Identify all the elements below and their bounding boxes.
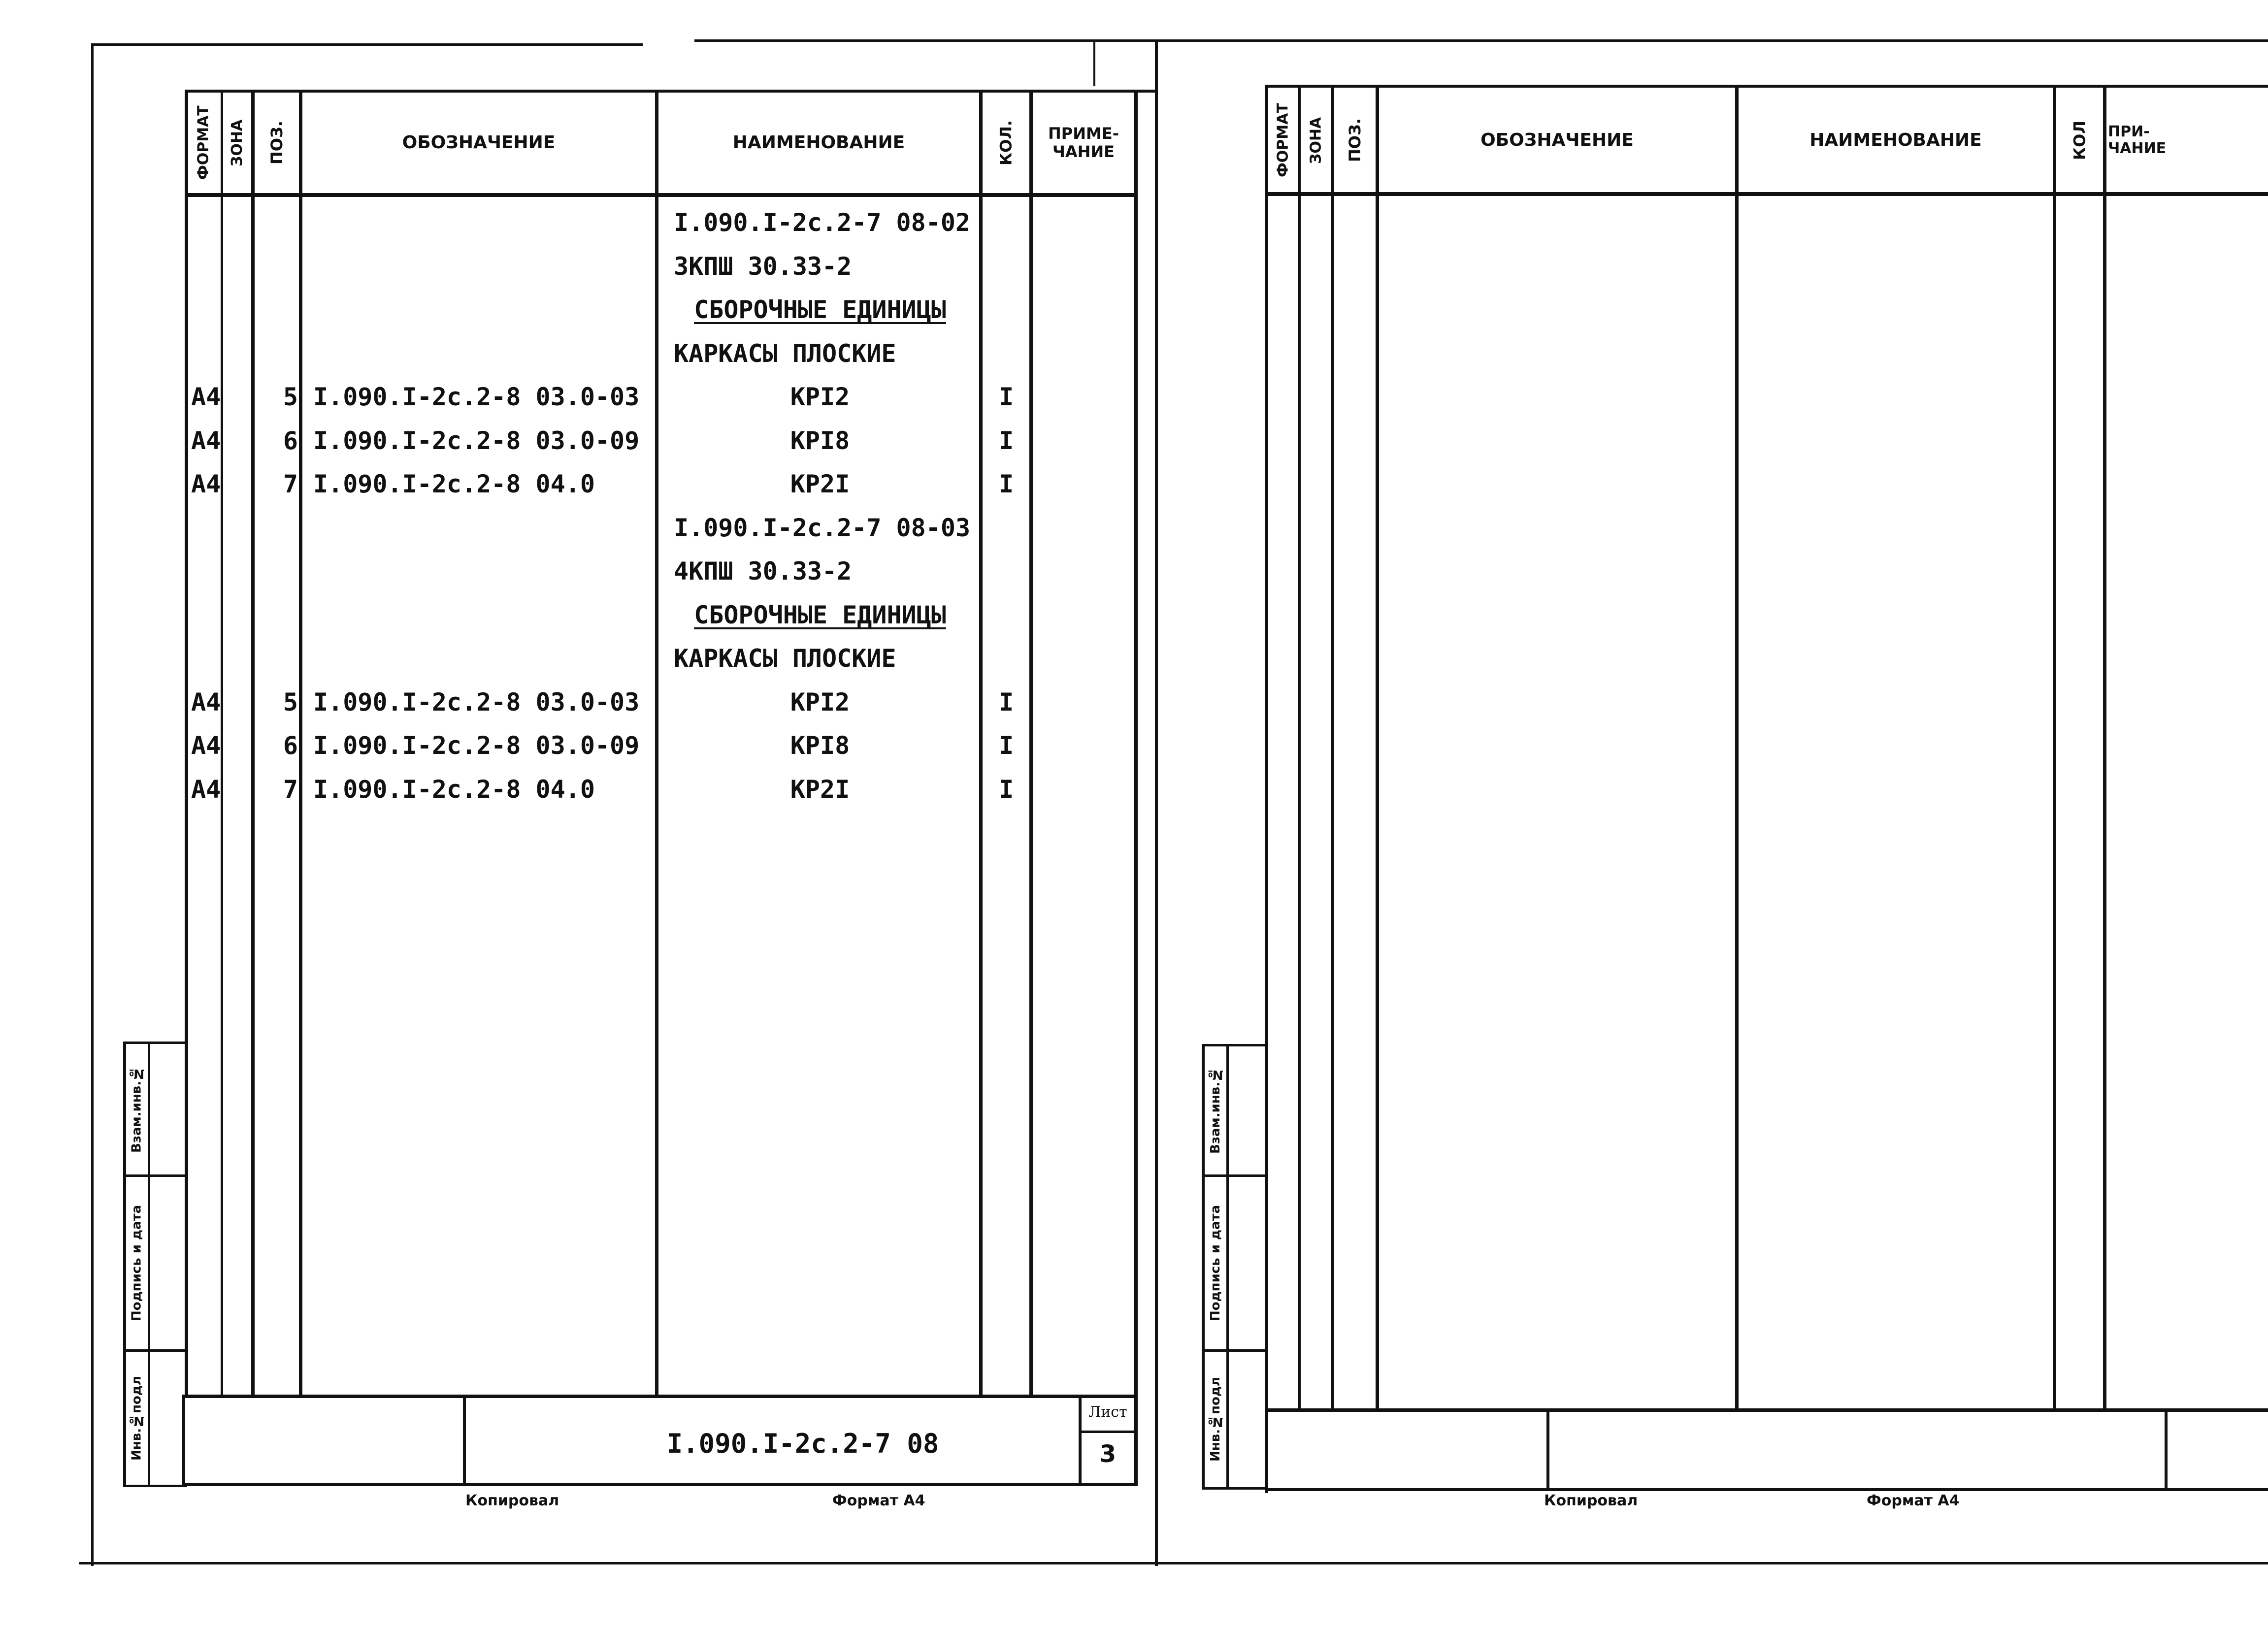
sheet-top-border-right [694,39,2268,42]
left-col-pos-right [299,90,302,1395]
right-col-pos-right [1376,85,1379,1409]
row-format: А4 [191,470,221,498]
right-title-block-sheet-left [2165,1408,2168,1491]
row-quantity: I [998,775,1014,804]
left-header-name: НАИМЕНОВАНИЕ [732,132,905,153]
footer-format-right: Формат А4 [1867,1492,1960,1509]
row-position: 6 [283,426,298,455]
row-quantity [984,245,1029,288]
sheet-number: 3 [1099,1440,1117,1468]
right-col-format-left [1265,85,1268,1493]
left-header-format: ФОРМАТ [195,105,212,180]
left-col-designation-right [655,90,658,1395]
right-col-qty-right [2103,85,2106,1409]
side-stamp-vzam-inv: Взам.инв.№ [129,1066,144,1153]
right-side-stamp-vzam-inv: Взам.инв.№ [1208,1067,1223,1154]
left-table-top [185,90,1155,93]
row-quantity [984,550,1029,593]
left-col-qty-right [1029,90,1033,1395]
row-position [256,506,298,550]
row-quantity: I [998,688,1014,716]
right-header-name: НАИМЕНОВАНИЕ [1809,130,1982,151]
right-header-qty: КОЛ [2070,121,2089,160]
title-block-sheet-divider [1079,1431,1138,1433]
right-title-block-top [1265,1408,2268,1412]
row-name: I.090.I-2c.2-7 08-02 [674,208,971,237]
row-name: I.090.I-2c.2-7 08-03 [674,514,971,542]
row-designation [313,593,653,637]
right-header-designation: ОБОЗНАЧЕНИЕ [1480,130,1634,151]
row-designation: I.090.I-2c.2-8 03.0-09 [313,426,640,455]
row-position: 5 [283,688,298,716]
row-name: КР2I [790,775,850,804]
row-quantity [984,593,1029,637]
row-designation: I.090.I-2c.2-8 03.0-03 [313,688,640,716]
right-header-bottom [1265,192,2268,196]
row-position: 7 [283,775,298,804]
row-format [191,637,226,680]
right-col-zone-right [1331,85,1334,1409]
row-position [256,288,298,331]
right-header-note: ПРИ- ЧАНИЕ [2108,123,2167,157]
right-table-top [1265,85,2268,88]
footer-format-left: Формат А4 [832,1492,925,1509]
row-format [191,550,226,593]
row-designation [313,201,653,244]
right-header-pos: ПОЗ. [1346,118,1364,163]
row-designation: I.090.I-2c.2-8 04.0 [313,775,595,804]
side-stamp-inv-orig: Инв.№подл [129,1376,144,1461]
row-name: СБОРОЧНЫЕ ЕДИНИЦЫ [694,295,946,324]
row-quantity [984,332,1029,375]
right-side-stamp-inv-orig: Инв.№подл [1208,1377,1223,1462]
side-stamp-bottom [123,1485,187,1487]
title-block-top [182,1395,1138,1398]
row-format [191,332,226,375]
right-col-format-right [1298,85,1301,1409]
row-format [191,506,226,550]
left-col-format-left [185,90,188,1395]
row-name: КАРКАСЫ ПЛОСКИЕ [674,339,896,368]
row-position [256,201,298,244]
row-designation [313,550,653,593]
row-name: КРI8 [790,731,850,760]
left-header-bottom [185,193,1138,197]
row-format: А4 [191,426,221,455]
left-header-zone: ЗОНА [229,119,246,166]
row-quantity [984,506,1029,550]
left-header-note: ПРИМЕ- ЧАНИЕ [1048,124,1119,161]
sheet-bottom-border [79,1562,2268,1564]
row-position [256,550,298,593]
row-quantity: I [998,470,1014,498]
row-quantity: I [998,426,1014,455]
row-quantity [984,288,1029,331]
row-name: КРI2 [790,688,850,716]
row-quantity: I [998,731,1014,760]
title-block-right [1134,1395,1138,1486]
row-format [191,593,226,637]
row-name: СБОРОЧНЫЕ ЕДИНИЦЫ [694,601,946,629]
row-quantity [984,201,1029,244]
sheet-left-border [91,44,94,1566]
right-side-stamp-bottom [1202,1487,1266,1490]
left-header-qty: КОЛ. [996,120,1016,166]
sheet-label: Лист [1088,1403,1127,1421]
right-title-block-split [1546,1408,1549,1491]
row-designation: I.090.I-2c.2-8 03.0-09 [313,731,640,760]
row-format [191,245,226,288]
row-name: КРI2 [790,383,850,411]
row-quantity [984,637,1029,680]
row-designation [313,245,653,288]
right-header-zone: ЗОНА [1307,117,1325,164]
row-name: 3КПШ 30.33-2 [674,252,852,281]
row-name: 4КПШ 30.33-2 [674,557,852,586]
title-block-bottom [182,1483,1138,1486]
right-header-format: ФОРМАТ [1274,103,1292,178]
row-quantity: I [998,383,1014,411]
row-position: 5 [283,383,298,411]
row-designation: I.090.I-2c.2-8 04.0 [313,470,595,498]
right-col-name-right [2053,85,2056,1409]
left-col-note-right [1134,90,1138,1395]
row-position [256,245,298,288]
row-format: А4 [191,383,221,411]
sheet-top-border-left [91,43,643,46]
side-stamp-sign-date: Подпись и дата [129,1205,144,1322]
document-code: I.090.I-2c.2-7 08 [666,1428,939,1459]
title-block-left [182,1395,185,1486]
left-col-zone-right [251,90,255,1395]
row-format: А4 [191,688,221,716]
page-divider [1155,39,1158,1566]
row-designation [313,637,653,680]
row-position [256,332,298,375]
binding-tab-left [1093,42,1095,86]
row-position: 7 [283,470,298,498]
footer-copied-right: Копировал [1544,1492,1638,1509]
row-format [191,288,226,331]
row-designation: I.090.I-2c.2-8 03.0-03 [313,383,640,411]
footer-copied-left: Копировал [465,1492,559,1509]
row-format [191,201,226,244]
row-format: А4 [191,775,221,804]
row-designation [313,288,653,331]
row-name: КР2I [790,470,850,498]
right-title-block-bottom [1265,1488,2268,1491]
left-header-designation: ОБОЗНАЧЕНИЕ [402,132,556,153]
row-name: КРI8 [790,426,850,455]
left-header-pos: ПОЗ. [267,121,286,165]
row-designation [313,506,653,550]
row-position: 6 [283,731,298,760]
row-position [256,637,298,680]
side-stamp-divider [148,1042,150,1487]
right-col-designation-right [1735,85,1739,1409]
row-name: КАРКАСЫ ПЛОСКИЕ [674,644,896,673]
right-side-stamp-divider [1226,1044,1229,1490]
row-format: А4 [191,731,221,760]
right-side-stamp-sign-date: Подпись и дата [1208,1205,1223,1322]
title-block-split [463,1395,466,1486]
row-designation [313,332,653,375]
row-position [256,593,298,637]
